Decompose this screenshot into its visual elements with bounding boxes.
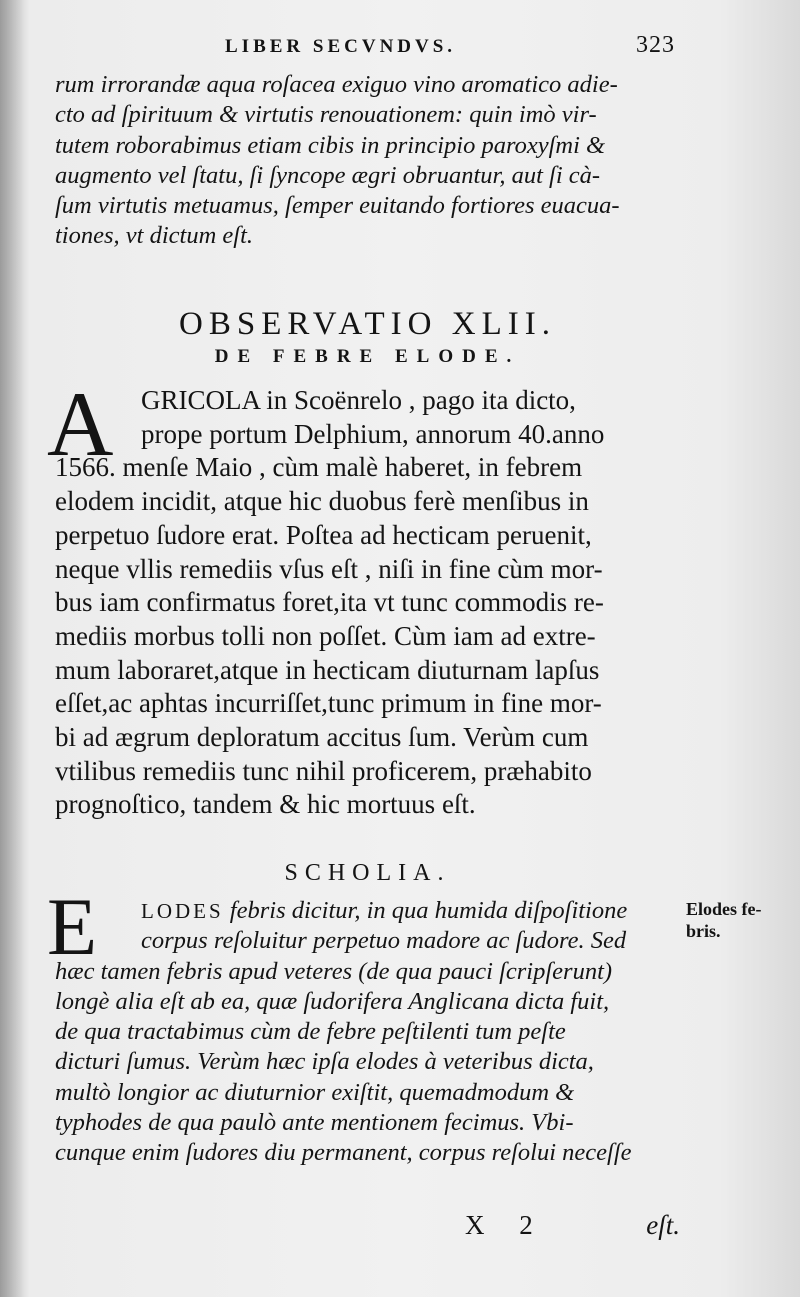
scholia-title: SCHOLIA. bbox=[284, 860, 451, 886]
carryover-paragraph bbox=[55, 70, 680, 252]
margin-note bbox=[686, 898, 798, 942]
text-line: cto ad ſpirituum & virtutis renouationem: quin imò vir- bbox=[55, 101, 597, 129]
scholia-text bbox=[55, 896, 680, 1169]
text-line: prognoſtico, tandem & hic mortuus eſt. bbox=[55, 789, 476, 820]
text-line: ſum virtutis metuamus, ſemper euitando fortiores euacua- bbox=[55, 192, 620, 220]
text-line: mediis morbus tolli non poſſet. Cùm iam ad extre- bbox=[55, 620, 596, 651]
text-line: GRICOLA in Scoënrelo , pago ita dicto, bbox=[141, 385, 576, 415]
text-line: vtilibus remediis tunc nihil proficerem, præhabito bbox=[55, 755, 592, 786]
text-line bbox=[55, 896, 680, 926]
page-footer bbox=[55, 1210, 680, 1244]
text-line: prope portum Delphium, annorum 40.anno bbox=[141, 418, 605, 449]
text-line: augmento vel ſtatu, ſi ſyncope ægri obruantur, aut ſi cà- bbox=[55, 161, 601, 189]
running-head: LIBER SECVNDVS. bbox=[225, 36, 457, 57]
text-line: longè alia eſt ab ea, quæ ſudorifera Anglicana dicta fuit, bbox=[55, 987, 610, 1015]
text-line: bi ad ægrum deploratum accitus ſum. Verùm cum bbox=[55, 722, 589, 753]
text-line: eſſet,ac aphtas incurriſſet,tunc primum in fine mor- bbox=[55, 688, 602, 719]
text-fragment: febris dicitur, in qua humida diſpoſitione bbox=[223, 897, 628, 924]
observation-title: OBSERVATIO XLII. bbox=[179, 306, 556, 342]
page-header bbox=[205, 32, 675, 66]
text-line: cunque enim ſudores diu permanent, corpus reſolui neceſſe bbox=[55, 1139, 632, 1167]
text-line: mum laboraret,atque in hecticam diuturnam lapſus bbox=[55, 654, 600, 685]
text-line: corpus reſoluitur perpetuo madore ac ſudore. Sed bbox=[141, 927, 627, 955]
text-line: tiones, vt dictum eſt. bbox=[55, 222, 253, 250]
drop-cap: A bbox=[47, 373, 114, 475]
text-line: bus iam confirmatus foret,ita vt tunc commodis re- bbox=[55, 587, 604, 618]
text-line: dicturi ſumus. Verùm hæc ipſa elodes à veteribus dicta, bbox=[55, 1048, 594, 1076]
text-line: hæc tamen febris apud veteres (de qua pauci ſcripſerunt) bbox=[55, 957, 613, 985]
page-number: 323 bbox=[636, 32, 675, 58]
case-report bbox=[55, 384, 680, 822]
text-line: typhodes de qua paulò ante mentionem fecimus. Vbi- bbox=[55, 1109, 574, 1137]
lead-word: LODES bbox=[141, 899, 224, 923]
margin-note-line: Elodes fe- bbox=[686, 899, 762, 919]
signature-mark: X 2 bbox=[465, 1210, 547, 1240]
drop-cap: E bbox=[47, 881, 98, 972]
margin-note-line: bris. bbox=[686, 921, 721, 941]
text-line: rum irrorandæ aqua roſacea exiguo vino aromatico adie- bbox=[55, 71, 618, 98]
text-line: tutem roborabimus etiam cibis in principio paroxyſmi & bbox=[55, 131, 606, 159]
catchword: eſt. bbox=[646, 1210, 680, 1240]
text-line: elodem incidit, atque hic duobus ferè menſibus in bbox=[55, 486, 589, 517]
text-line: de qua tractabimus cùm de febre peſtilenti tum peſte bbox=[55, 1018, 566, 1046]
text-line: 1566. menſe Maio , cùm malè haberet, in febrem bbox=[55, 452, 583, 483]
observation-subtitle: DE FEBRE ELODE. bbox=[214, 346, 521, 367]
text-line: perpetuo ſudore erat. Poſtea ad hecticam peruenit, bbox=[55, 519, 592, 550]
text-line: neque vllis remediis vſus eſt , niſi in fine cùm mor- bbox=[55, 553, 603, 584]
text-line: multò longior ac diuturnior exiſtit, quemadmodum & bbox=[55, 1078, 575, 1106]
gutter-shadow bbox=[0, 0, 30, 1297]
